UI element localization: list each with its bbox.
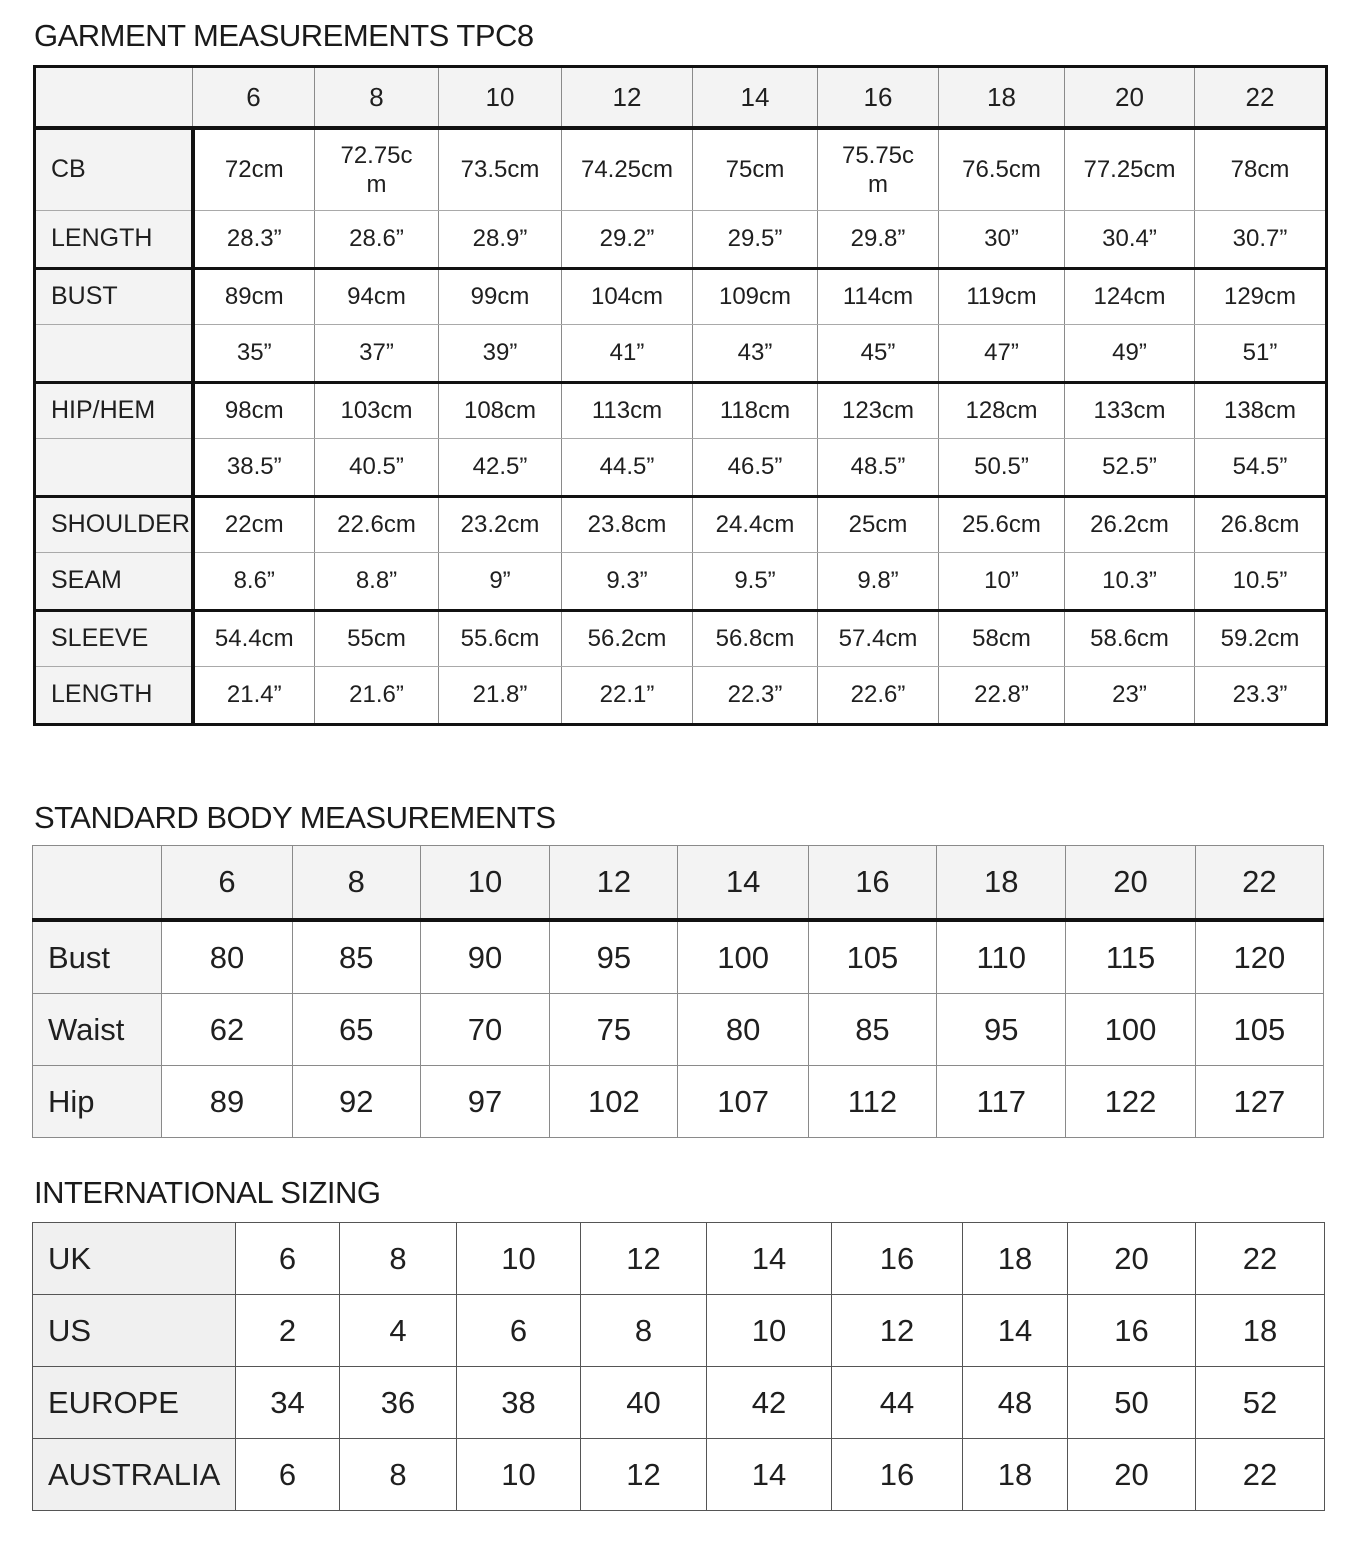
body-size-header: 16 (808, 846, 936, 921)
body-cell: 122 (1066, 1066, 1195, 1138)
garment-cell: 104cm (562, 268, 693, 324)
garment-cell: 29.5” (693, 210, 818, 268)
body-cell: 70 (420, 994, 549, 1066)
international-row-label: UK (33, 1223, 236, 1295)
garment-cell: 54.5” (1195, 438, 1327, 496)
garment-cell: 55cm (315, 610, 439, 666)
garment-cell: 103cm (315, 382, 439, 438)
body-cell: 90 (420, 920, 549, 994)
garment-row (35, 382, 1327, 438)
garment-title: GARMENT MEASUREMENTS TPC8 (34, 18, 534, 53)
body-header-row (33, 846, 1324, 921)
international-cell: 38 (457, 1367, 581, 1439)
garment-row (35, 324, 1327, 382)
garment-row-label: LENGTH (35, 666, 193, 724)
garment-cell: 57.4cm (818, 610, 939, 666)
garment-cell: 21.6” (315, 666, 439, 724)
international-cell: 18 (963, 1439, 1068, 1511)
garment-cell: 55.6cm (439, 610, 562, 666)
body-size-header: 12 (550, 846, 678, 921)
garment-cell: 30.7” (1195, 210, 1327, 268)
garment-cell: 98cm (193, 382, 315, 438)
garment-cell: 46.5” (693, 438, 818, 496)
body-row (33, 994, 1324, 1066)
garment-cell: 8.8” (315, 552, 439, 610)
body-cell: 105 (1195, 994, 1323, 1066)
garment-cell: 21.4” (193, 666, 315, 724)
garment-cell: 56.8cm (693, 610, 818, 666)
garment-cell: 9.3” (562, 552, 693, 610)
international-cell: 10 (457, 1223, 581, 1295)
body-cell: 95 (937, 994, 1066, 1066)
garment-cell: 138cm (1195, 382, 1327, 438)
body-row (33, 920, 1324, 994)
body-cell: 89 (162, 1066, 292, 1138)
international-cell: 14 (707, 1223, 832, 1295)
garment-cell: 48.5” (818, 438, 939, 496)
garment-cell: 44.5” (562, 438, 693, 496)
international-cell: 12 (581, 1439, 707, 1511)
body-cell: 127 (1195, 1066, 1323, 1138)
garment-cell: 26.2cm (1065, 496, 1195, 552)
body-size-header: 18 (937, 846, 1066, 921)
garment-cell: 89cm (193, 268, 315, 324)
garment-cell: 73.5cm (439, 128, 562, 210)
body-size-header: 14 (678, 846, 808, 921)
garment-cell: 58.6cm (1065, 610, 1195, 666)
international-cell: 12 (581, 1223, 707, 1295)
international-cell: 20 (1068, 1439, 1196, 1511)
international-cell: 10 (457, 1439, 581, 1511)
garment-measurements-table (33, 65, 1328, 726)
body-size-header: 8 (292, 846, 420, 921)
international-cell: 18 (1196, 1295, 1325, 1367)
body-cell: 120 (1195, 920, 1323, 994)
garment-row (35, 438, 1327, 496)
body-cell: 100 (678, 920, 808, 994)
garment-cell: 10.3” (1065, 552, 1195, 610)
garment-cell: 22.6” (818, 666, 939, 724)
international-cell: 12 (832, 1295, 963, 1367)
body-cell: 75 (550, 994, 678, 1066)
garment-cell: 22.1” (562, 666, 693, 724)
garment-cell: 78cm (1195, 128, 1327, 210)
garment-size-header: 14 (693, 67, 818, 129)
garment-cell: 10” (939, 552, 1065, 610)
garment-row (35, 552, 1327, 610)
garment-row-label (35, 438, 193, 496)
garment-cell: 10.5” (1195, 552, 1327, 610)
body-row-label: Waist (33, 994, 162, 1066)
international-cell: 40 (581, 1367, 707, 1439)
garment-cell: 9.8” (818, 552, 939, 610)
international-row (33, 1295, 1325, 1367)
garment-cell: 29.8” (818, 210, 939, 268)
body-size-header: 22 (1195, 846, 1323, 921)
garment-cell: 108cm (439, 382, 562, 438)
garment-cell: 25cm (818, 496, 939, 552)
garment-cell: 23.8cm (562, 496, 693, 552)
garment-cell: 38.5” (193, 438, 315, 496)
international-row-label: EUROPE (33, 1367, 236, 1439)
garment-cell: 51” (1195, 324, 1327, 382)
garment-cell: 75.75c m (818, 128, 939, 210)
garment-cell: 28.3” (193, 210, 315, 268)
garment-row (35, 210, 1327, 268)
body-cell: 62 (162, 994, 292, 1066)
international-cell: 10 (707, 1295, 832, 1367)
garment-size-header: 6 (193, 67, 315, 129)
international-cell: 6 (236, 1439, 340, 1511)
international-cell: 22 (1196, 1223, 1325, 1295)
body-cell: 102 (550, 1066, 678, 1138)
body-size-header: 20 (1066, 846, 1195, 921)
garment-cell: 109cm (693, 268, 818, 324)
garment-cell: 28.6” (315, 210, 439, 268)
garment-cell: 22cm (193, 496, 315, 552)
international-sizing-table (32, 1222, 1325, 1511)
garment-cell: 75cm (693, 128, 818, 210)
garment-cell: 21.8” (439, 666, 562, 724)
garment-cell: 43” (693, 324, 818, 382)
garment-row-label: SHOULDER (35, 496, 193, 552)
international-cell: 18 (963, 1223, 1068, 1295)
garment-cell: 9.5” (693, 552, 818, 610)
body-cell: 112 (808, 1066, 936, 1138)
garment-size-header: 22 (1195, 67, 1327, 129)
international-cell: 34 (236, 1367, 340, 1439)
garment-cell: 56.2cm (562, 610, 693, 666)
body-row (33, 1066, 1324, 1138)
body-cell: 85 (292, 920, 420, 994)
garment-cell: 49” (1065, 324, 1195, 382)
international-cell: 6 (457, 1295, 581, 1367)
international-cell: 52 (1196, 1367, 1325, 1439)
garment-cell: 72.75c m (315, 128, 439, 210)
body-cell: 100 (1066, 994, 1195, 1066)
international-row-label: US (33, 1295, 236, 1367)
garment-row-label: LENGTH (35, 210, 193, 268)
garment-cell: 30.4” (1065, 210, 1195, 268)
garment-row-label: SEAM (35, 552, 193, 610)
garment-cell: 23.3” (1195, 666, 1327, 724)
garment-cell: 37” (315, 324, 439, 382)
international-cell: 6 (236, 1223, 340, 1295)
international-cell: 36 (340, 1367, 457, 1439)
garment-cell: 128cm (939, 382, 1065, 438)
body-row-label: Bust (33, 920, 162, 994)
international-cell: 44 (832, 1367, 963, 1439)
garment-corner-cell (35, 67, 193, 129)
garment-row (35, 666, 1327, 724)
international-cell: 16 (832, 1223, 963, 1295)
garment-cell: 50.5” (939, 438, 1065, 496)
international-cell: 4 (340, 1295, 457, 1367)
garment-row (35, 128, 1327, 210)
body-size-header: 6 (162, 846, 292, 921)
garment-cell: 124cm (1065, 268, 1195, 324)
body-row-label: Hip (33, 1066, 162, 1138)
garment-cell: 59.2cm (1195, 610, 1327, 666)
body-cell: 107 (678, 1066, 808, 1138)
body-cell: 110 (937, 920, 1066, 994)
garment-cell: 29.2” (562, 210, 693, 268)
international-cell: 2 (236, 1295, 340, 1367)
international-cell: 14 (963, 1295, 1068, 1367)
garment-cell: 72cm (193, 128, 315, 210)
garment-cell: 94cm (315, 268, 439, 324)
garment-cell: 74.25cm (562, 128, 693, 210)
garment-row-label: SLEEVE (35, 610, 193, 666)
garment-cell: 40.5” (315, 438, 439, 496)
garment-row (35, 268, 1327, 324)
garment-cell: 35” (193, 324, 315, 382)
body-cell: 65 (292, 994, 420, 1066)
international-cell: 16 (1068, 1295, 1196, 1367)
garment-cell: 119cm (939, 268, 1065, 324)
international-cell: 16 (832, 1439, 963, 1511)
international-cell: 22 (1196, 1439, 1325, 1511)
garment-cell: 133cm (1065, 382, 1195, 438)
international-cell: 48 (963, 1367, 1068, 1439)
garment-cell: 77.25cm (1065, 128, 1195, 210)
garment-cell: 26.8cm (1195, 496, 1327, 552)
garment-size-header: 8 (315, 67, 439, 129)
garment-cell: 129cm (1195, 268, 1327, 324)
garment-cell: 113cm (562, 382, 693, 438)
international-cell: 8 (340, 1223, 457, 1295)
body-cell: 105 (808, 920, 936, 994)
body-cell: 92 (292, 1066, 420, 1138)
body-cell: 80 (162, 920, 292, 994)
garment-cell: 123cm (818, 382, 939, 438)
international-cell: 20 (1068, 1223, 1196, 1295)
international-cell: 50 (1068, 1367, 1196, 1439)
garment-cell: 47” (939, 324, 1065, 382)
garment-row-label: HIP/HEM (35, 382, 193, 438)
international-cell: 8 (581, 1295, 707, 1367)
garment-cell: 41” (562, 324, 693, 382)
garment-row (35, 610, 1327, 666)
garment-cell: 42.5” (439, 438, 562, 496)
body-cell: 115 (1066, 920, 1195, 994)
international-row (33, 1367, 1325, 1439)
international-row (33, 1223, 1325, 1295)
body-size-header: 10 (420, 846, 549, 921)
garment-size-header: 20 (1065, 67, 1195, 129)
garment-cell: 23” (1065, 666, 1195, 724)
garment-cell: 23.2cm (439, 496, 562, 552)
body-cell: 85 (808, 994, 936, 1066)
international-row-label: AUSTRALIA (33, 1439, 236, 1511)
garment-row-label: CB (35, 128, 193, 210)
garment-cell: 52.5” (1065, 438, 1195, 496)
international-cell: 8 (340, 1439, 457, 1511)
garment-cell: 58cm (939, 610, 1065, 666)
garment-cell: 45” (818, 324, 939, 382)
garment-cell: 54.4cm (193, 610, 315, 666)
body-title: STANDARD BODY MEASUREMENTS (34, 800, 556, 835)
body-corner-cell (33, 846, 162, 921)
garment-cell: 22.3” (693, 666, 818, 724)
international-row (33, 1439, 1325, 1511)
body-cell: 95 (550, 920, 678, 994)
garment-cell: 30” (939, 210, 1065, 268)
garment-cell: 25.6cm (939, 496, 1065, 552)
garment-cell: 24.4cm (693, 496, 818, 552)
garment-cell: 28.9” (439, 210, 562, 268)
body-cell: 97 (420, 1066, 549, 1138)
garment-cell: 99cm (439, 268, 562, 324)
garment-cell: 22.6cm (315, 496, 439, 552)
body-cell: 117 (937, 1066, 1066, 1138)
international-cell: 14 (707, 1439, 832, 1511)
international-title: INTERNATIONAL SIZING (34, 1175, 381, 1210)
garment-row-label (35, 324, 193, 382)
garment-cell: 114cm (818, 268, 939, 324)
garment-size-header: 12 (562, 67, 693, 129)
garment-size-header: 16 (818, 67, 939, 129)
garment-cell: 9” (439, 552, 562, 610)
garment-cell: 39” (439, 324, 562, 382)
international-cell: 42 (707, 1367, 832, 1439)
garment-header-row (35, 67, 1327, 129)
garment-cell: 118cm (693, 382, 818, 438)
garment-size-header: 18 (939, 67, 1065, 129)
garment-row (35, 496, 1327, 552)
garment-cell: 22.8” (939, 666, 1065, 724)
body-measurements-table (32, 845, 1324, 1138)
body-cell: 80 (678, 994, 808, 1066)
garment-size-header: 10 (439, 67, 562, 129)
garment-cell: 8.6” (193, 552, 315, 610)
garment-cell: 76.5cm (939, 128, 1065, 210)
garment-row-label: BUST (35, 268, 193, 324)
